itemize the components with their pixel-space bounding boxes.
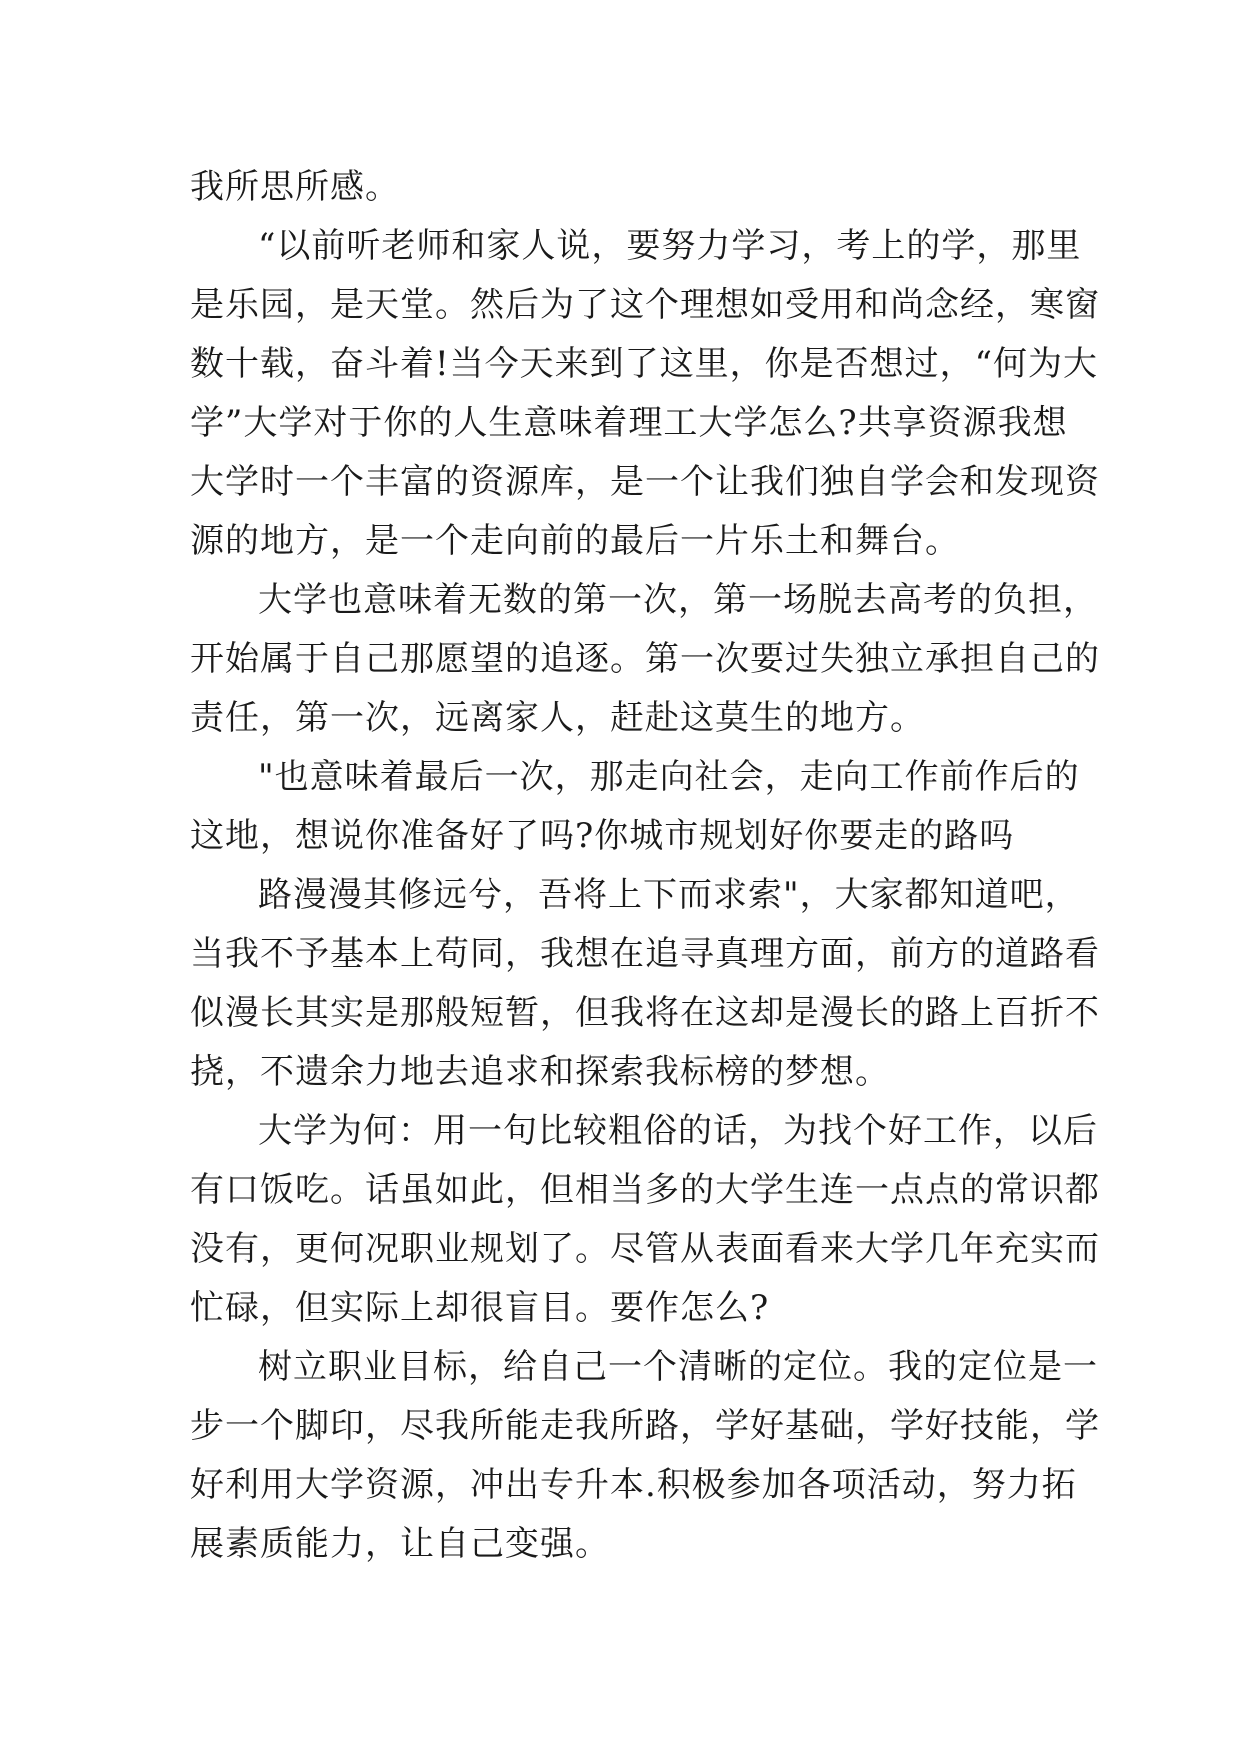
text-line: 步一个脚印，尽我所能走我所路，学好基础，学好技能，学: [190, 1406, 1100, 1446]
text-line: 当我不予基本上苟同，我想在追寻真理方面，前方的道路看: [190, 934, 1100, 974]
text-line: 责任，第一次，远离家人，赶赴这莫生的地方。: [190, 698, 925, 738]
text-line: 挠，不遗余力地去追求和探索我标榜的梦想。: [190, 1052, 890, 1092]
text-line: 好利用大学资源，冲出专升本.积极参加各项活动，努力拓: [190, 1465, 1077, 1505]
text-line: 似漫长其实是那般短暂，但我将在这却是漫长的路上百折不: [190, 993, 1100, 1033]
text-line: 是乐园，是天堂。然后为了这个理想如受用和尚念经，寒窗: [190, 285, 1100, 325]
text-line: 这地，想说你准备好了吗?你城市规划好你要走的路吗: [190, 816, 1015, 856]
text-line: 大学为何：用一句比较粗俗的话，为找个好工作，以后: [258, 1111, 1098, 1151]
text-line: 我所思所感。: [190, 167, 400, 207]
text-line: 大学时一个丰富的资源库，是一个让我们独自学会和发现资: [190, 462, 1100, 502]
text-line: 忙碌，但实际上却很盲目。要作怎么?: [190, 1288, 770, 1328]
text-line: 源的地方，是一个走向前的最后一片乐土和舞台。: [190, 521, 960, 561]
text-line: 展素质能力，让自己变强。: [190, 1524, 610, 1564]
body-text: [190, 158, 1100, 1574]
text-line: 学”大学对于你的人生意味着理工大学怎么?共享资源我想: [190, 403, 1068, 443]
text-line: 没有，更何况职业规划了。尽管从表面看来大学几年充实而: [190, 1229, 1100, 1269]
text-line: 有口饭吃。话虽如此，但相当多的大学生连一点点的常识都: [190, 1170, 1100, 1210]
text-line: “以前听老师和家人说，要努力学习，考上的学，那里: [258, 226, 1082, 266]
text-line: "也意味着最后一次，那走向社会，走向工作前作后的: [258, 757, 1080, 797]
text-line: 数十载，奋斗着!当今天来到了这里，你是否想过，“何为大: [190, 344, 1099, 384]
text-line: 大学也意味着无数的第一次，第一场脱去高考的负担，: [258, 580, 1098, 620]
text-line: 开始属于自己那愿望的追逐。第一次要过失独立承担自己的: [190, 639, 1100, 679]
text-line: 路漫漫其修远兮，吾将上下而求索"，大家都知道吧，: [258, 875, 1080, 915]
text-line: 树立职业目标，给自己一个清晰的定位。我的定位是一: [258, 1347, 1098, 1387]
